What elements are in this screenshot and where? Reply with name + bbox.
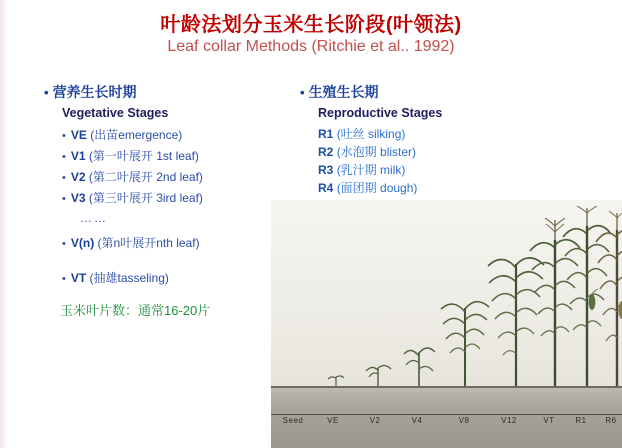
stage-desc: (第一叶展开 1st leaf) bbox=[88, 149, 199, 163]
stage-label-row bbox=[271, 416, 622, 436]
list-item bbox=[62, 268, 297, 289]
list-item bbox=[62, 146, 297, 167]
photo-ground-line bbox=[271, 386, 622, 388]
bullet-icon: • bbox=[300, 85, 305, 100]
corn-plant-v4 bbox=[401, 336, 437, 386]
list-item-ellipsis: …… bbox=[80, 211, 108, 225]
bullet-icon: • bbox=[62, 130, 66, 142]
stage-code: R4 bbox=[318, 181, 334, 195]
vegetative-stage-list bbox=[62, 125, 297, 289]
stage-label: VE bbox=[327, 416, 339, 425]
page-title-en: Leaf collar Methods (Ritchie et al.. 1992) bbox=[167, 38, 455, 55]
vegetative-heading bbox=[44, 82, 137, 102]
stage-code: VE bbox=[70, 128, 87, 142]
list-item bbox=[62, 233, 297, 254]
bullet-icon: • bbox=[62, 151, 66, 163]
stage-desc: (抽雄tasseling) bbox=[89, 271, 169, 285]
list-item bbox=[62, 167, 297, 188]
growth-stage-photo bbox=[271, 200, 622, 448]
stage-label: R1 bbox=[575, 416, 587, 425]
reproductive-heading-label: 生殖生长期 bbox=[308, 84, 379, 100]
corn-plant-ve bbox=[325, 370, 347, 386]
reproductive-heading bbox=[300, 82, 379, 102]
bullet-icon: • bbox=[44, 85, 49, 100]
stage-code: V(n) bbox=[70, 236, 95, 250]
stage-desc: (出苗emergence) bbox=[90, 128, 183, 142]
stage-code: R1 bbox=[318, 127, 334, 141]
bullet-icon: • bbox=[62, 172, 66, 184]
list-item bbox=[318, 143, 618, 161]
stage-code: V1 bbox=[70, 149, 86, 163]
stage-code: R2 bbox=[318, 145, 334, 159]
stage-code: V2 bbox=[70, 170, 86, 184]
stage-label: V12 bbox=[501, 416, 517, 425]
stage-code: R3 bbox=[318, 163, 334, 177]
stage-label: V8 bbox=[458, 416, 470, 425]
leaf-count-note: 玉米叶片数：通常16-20片 bbox=[60, 303, 211, 318]
stage-code: VT bbox=[70, 271, 87, 285]
list-item bbox=[62, 188, 297, 209]
stage-desc: (水泡期 blister) bbox=[336, 145, 417, 159]
corn-plant-v2 bbox=[363, 356, 393, 386]
stage-label: V4 bbox=[411, 416, 423, 425]
slide-left-edge-shade bbox=[0, 0, 8, 448]
list-item bbox=[318, 125, 618, 143]
vegetative-subheading: Vegetative Stages bbox=[62, 106, 169, 120]
list-item bbox=[62, 125, 297, 146]
stage-label: Seed bbox=[282, 416, 304, 425]
stage-desc: (面团期 dough) bbox=[336, 181, 418, 195]
stage-label: V2 bbox=[369, 416, 381, 425]
stage-desc: (第n叶展开nth leaf) bbox=[97, 236, 200, 250]
list-item bbox=[318, 179, 618, 197]
stage-label: VT bbox=[543, 416, 555, 425]
stage-desc: (第二叶展开 2nd leaf) bbox=[88, 170, 203, 184]
bullet-icon: • bbox=[62, 273, 66, 285]
corn-plant-r6 bbox=[593, 210, 622, 386]
reproductive-subheading: Reproductive Stages bbox=[318, 106, 443, 120]
stage-desc: (吐丝 silking) bbox=[336, 127, 406, 141]
stage-label: R6 bbox=[605, 416, 617, 425]
corn-plant-v8 bbox=[439, 294, 491, 386]
page-title-cn: 叶龄法划分玉米生长阶段(叶领法) bbox=[160, 14, 462, 36]
stage-code: V3 bbox=[70, 191, 86, 205]
vegetative-heading-label: 营养生长时期 bbox=[52, 84, 137, 100]
stage-desc: (乳汁期 milk) bbox=[336, 163, 406, 177]
list-item bbox=[318, 161, 618, 179]
stage-desc: (第三叶展开 3ird leaf) bbox=[88, 191, 203, 205]
bullet-icon: • bbox=[62, 238, 66, 250]
photo-axis-line bbox=[271, 414, 622, 415]
bullet-icon: • bbox=[62, 193, 66, 205]
